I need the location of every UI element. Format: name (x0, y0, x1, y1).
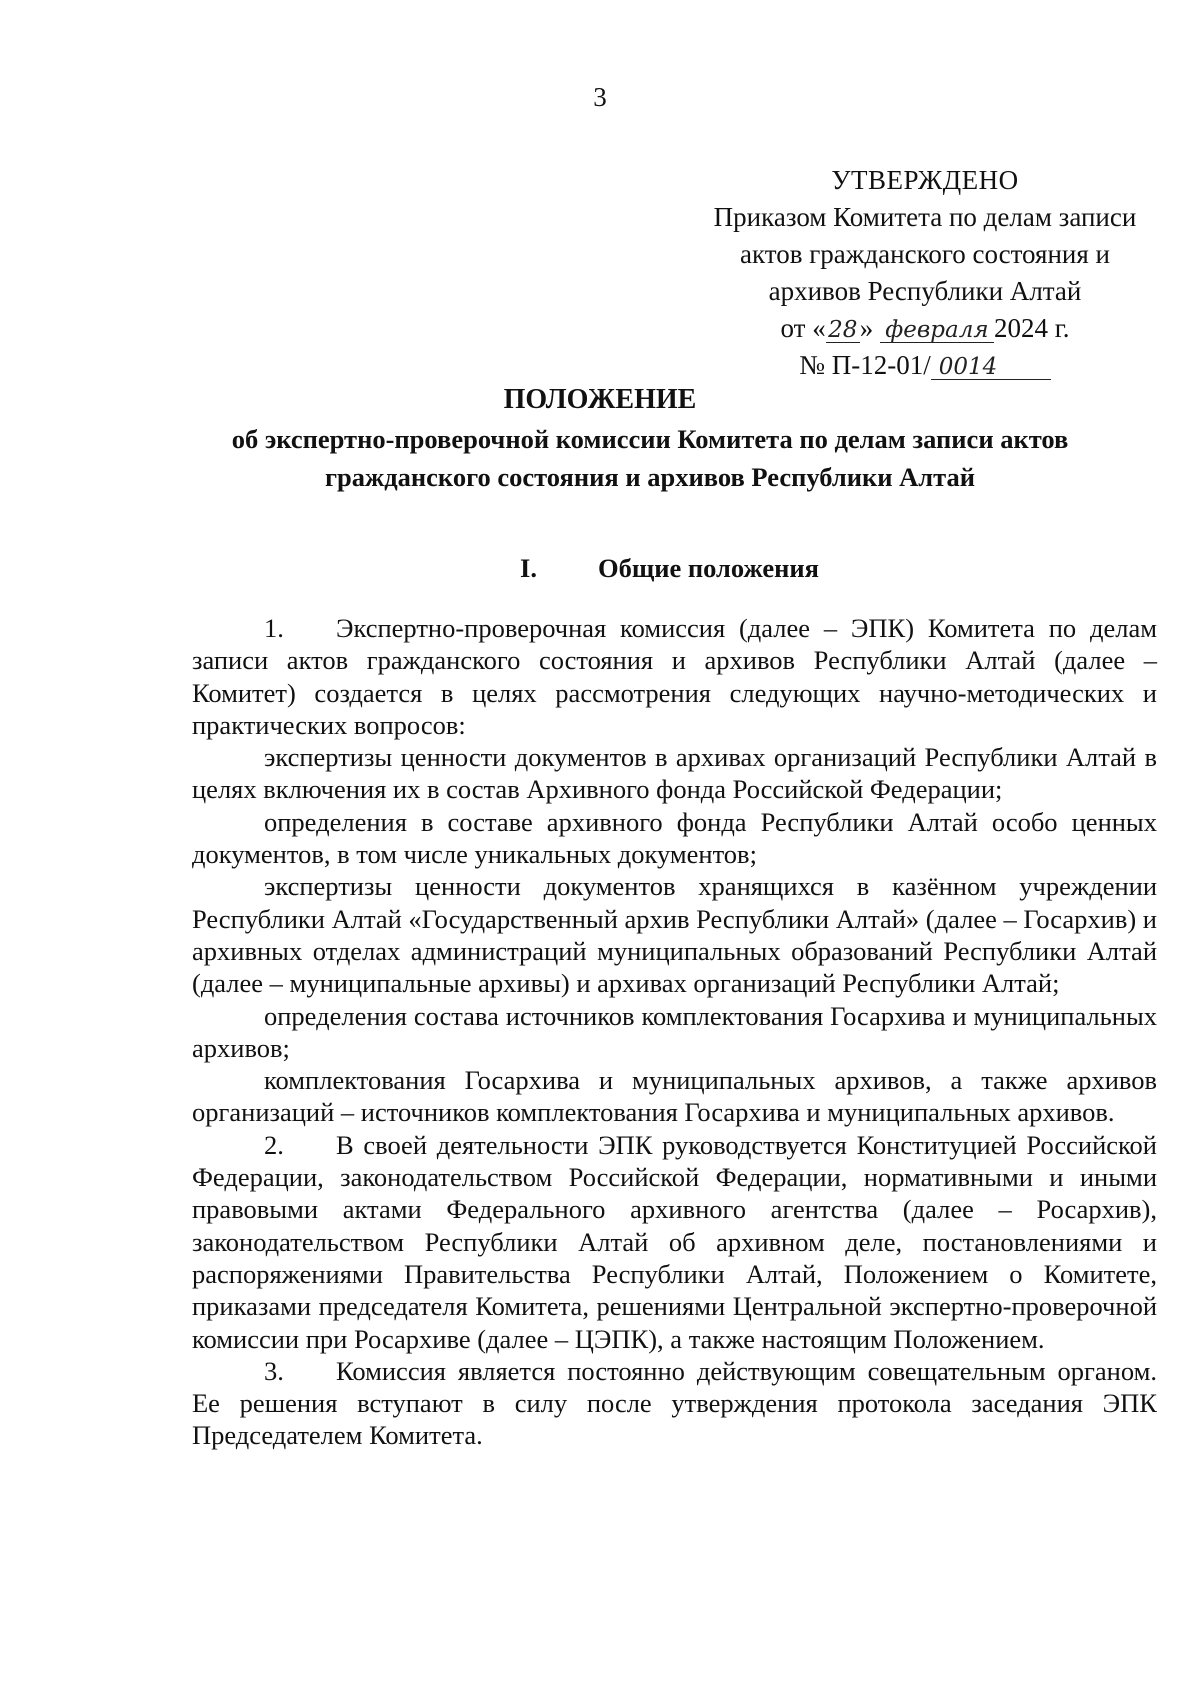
paragraph-1-item-a: экспертизы ценности документов в архивах организаций Республики Алтай в целях включения их в состав Архивного фонда Российской Федерации; (192, 742, 1157, 805)
approval-line-3: архивов Республики Алтай (768, 276, 1082, 306)
document-body (192, 612, 1157, 1452)
approval-line-2: актов гражданского состояния и (740, 239, 1110, 269)
paragraph-1-number: 1. (264, 613, 284, 643)
section-number: I. (520, 553, 537, 583)
document-title: ПОЛОЖЕНИЕ (503, 384, 697, 415)
page-number: 3 (593, 82, 607, 112)
section-title: Общие положения (598, 553, 820, 583)
paragraph-3 (192, 1355, 1157, 1452)
date-prefix: от « (780, 313, 826, 343)
date-mid: » (859, 313, 874, 343)
paragraph-1 (192, 612, 1157, 741)
paragraph-1-item-c: экспертизы ценности документов хранящихся в казённом учреждении Республики Алтай «Государственный архив Республики Алтай» (далее – Госархив) и архивных отделах администраций муниципальных образований Республики Алтай (далее – муниципальные архивы) и архивах организаций Республики Алтай; (192, 871, 1157, 999)
approval-number (690, 347, 1160, 384)
paragraph-1-item-d: определения состава источников комплектования Госархива и муниципальных архивов; (192, 1000, 1157, 1063)
date-suffix: 2024 г. (993, 313, 1070, 343)
paragraph-2-text: В своей деятельности ЭПК руководствуется Конституцией Российской Федерации, законодательством Российской Федерации, нормативными и иными правовыми актами Федерального архивного агентства (далее – Росархив), законодательством Республики Алтай об архивном деле, постановлениями и распоряжениями Правительства Республики Алтай, Положением о Комитете, приказами председателя Комитета, решениями Центральной экспертно-проверочной комиссии при Росархиве (далее – ЦЭПК), а также настоящим Положением. (192, 1129, 1157, 1354)
handwritten-number: 0014 (931, 355, 1051, 380)
paragraph-1-item-b: определения в составе архивного фонда Республики Алтай особо ценных документов, в том числе уникальных документов; (192, 806, 1157, 870)
approval-date (690, 310, 1160, 347)
paragraph-1-item-e: комплектования Госархива и муниципальных архивов, а также архивов организаций – источников комплектования Госархива и муниципальных архивов. (192, 1065, 1157, 1128)
approval-heading: УТВЕРЖДЕНО (831, 165, 1019, 195)
approval-line-1: Приказом Комитета по делам записи (713, 202, 1137, 232)
paragraph-2-number: 2. (264, 1129, 284, 1160)
paragraph-2 (192, 1129, 1157, 1355)
approval-stamp (690, 162, 1160, 384)
handwritten-month: февраля (880, 318, 994, 343)
handwritten-day: 28 (826, 318, 860, 343)
document-subtitle: об экспертно-проверочной комиссии Комитета по делам записи актов гражданского состояния и архивов Республики Алтай (231, 424, 1069, 492)
paragraph-3-number: 3. (264, 1355, 284, 1386)
paragraph-3-text: Комиссия является постоянно действующим совещательным органом. Ее решения вступают в силу после утверждения протокола заседания ЭПК Председателем Комитета. (192, 1355, 1157, 1451)
number-prefix: № П-12-01/ (799, 350, 931, 380)
paragraph-1-text: Экспертно-проверочная комиссия (далее – ЭПК) Комитета по делам записи актов гражданского состояния и архивов Республики Алтай (далее – Комитет) создается в целях рассмотрения следующих научно-методических и практических вопросов: (192, 613, 1157, 740)
